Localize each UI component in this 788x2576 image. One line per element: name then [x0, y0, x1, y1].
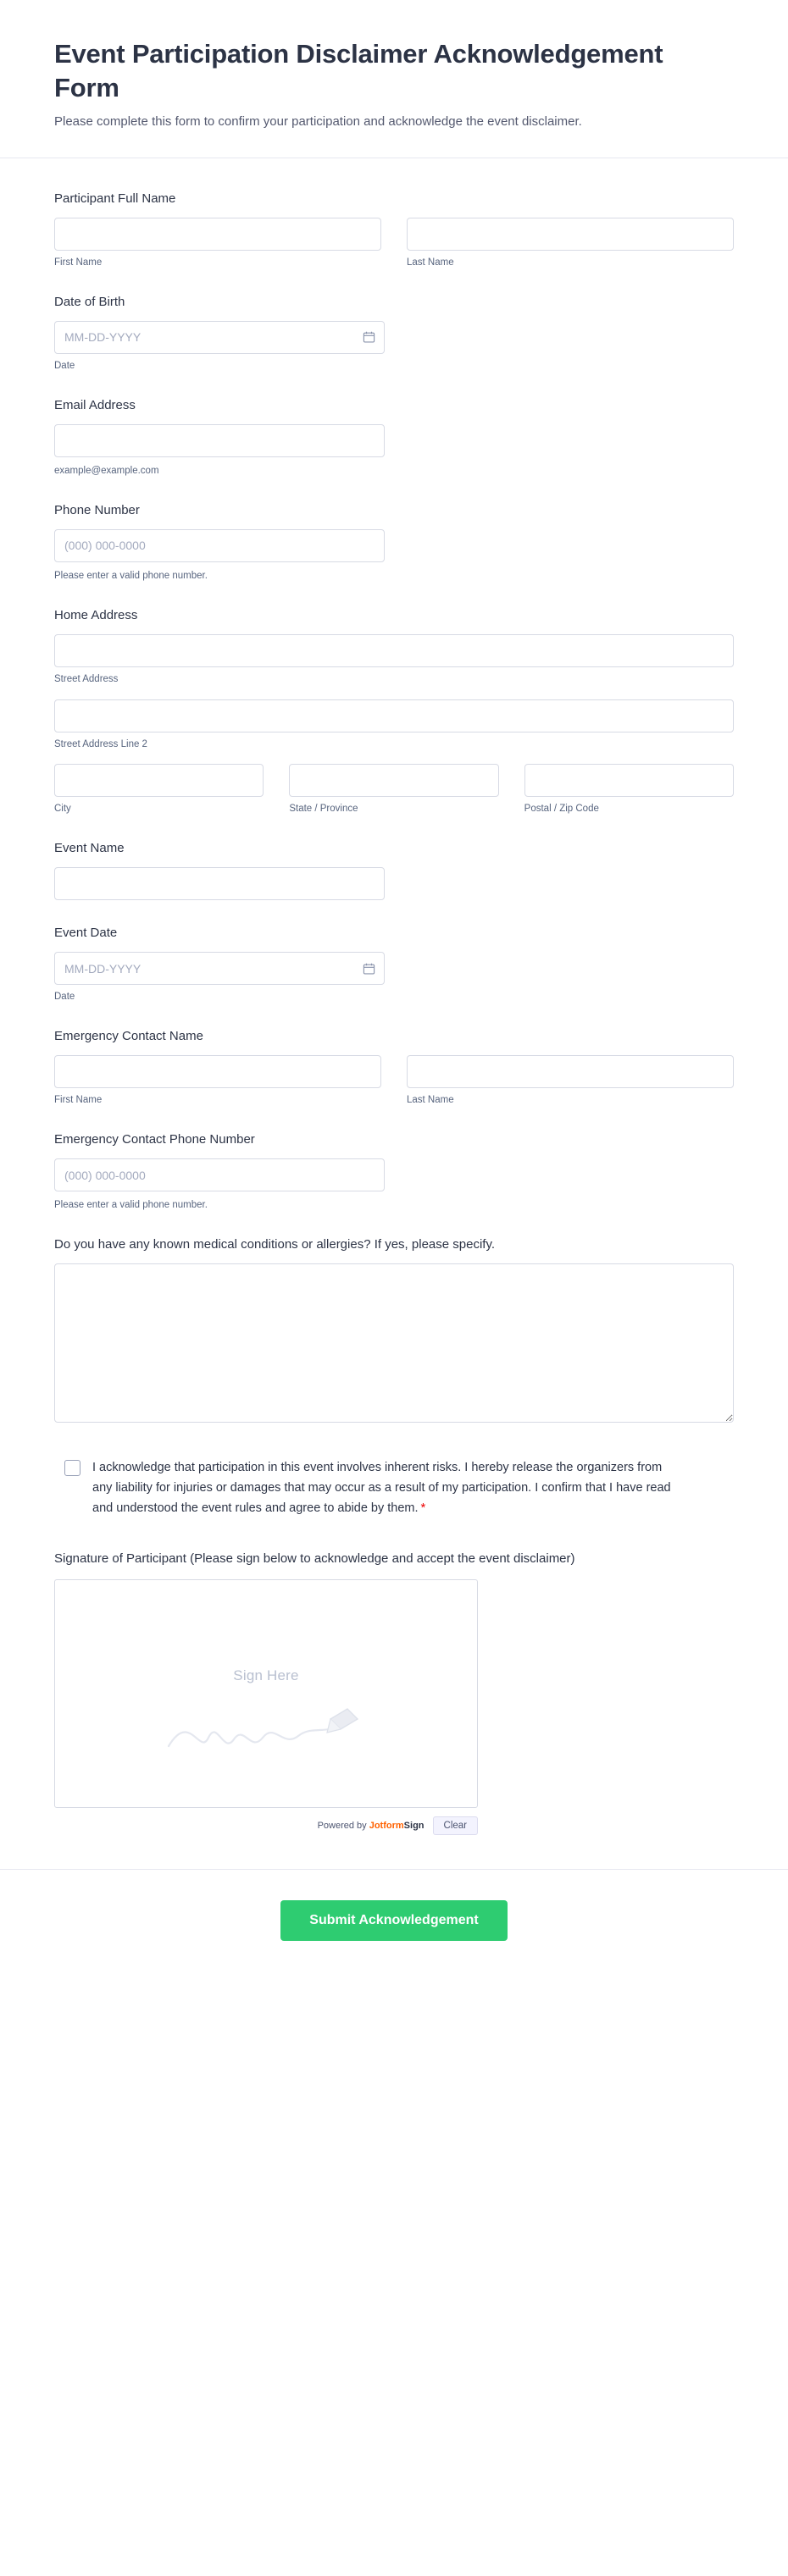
street-address-sublabel: Street Address: [54, 673, 119, 684]
street-address-line2-input[interactable]: [54, 699, 734, 732]
signature-placeholder: Sign Here: [233, 1667, 299, 1683]
email-input[interactable]: [54, 424, 385, 457]
date-of-birth-input[interactable]: [54, 321, 385, 354]
field-date-of-birth: [54, 284, 734, 382]
participant-last-name-input[interactable]: [407, 218, 734, 251]
city-sublabel: City: [54, 804, 71, 815]
emergency-phone-group: [54, 1158, 385, 1191]
street-address-line2-sublabel: Street Address Line 2: [54, 738, 147, 749]
required-asterisk: *: [420, 1501, 426, 1516]
date-of-birth-sublabel: Date: [54, 360, 75, 371]
powered-by-label: [318, 1821, 425, 1831]
field-email-address: [54, 387, 734, 487]
emergency-first-name-input[interactable]: [54, 1055, 381, 1088]
signature-pad[interactable]: [54, 1579, 478, 1808]
participant-first-name-group: [54, 218, 381, 269]
emergency-last-name-group: [407, 1055, 734, 1107]
postal-code-group: [524, 764, 734, 815]
page-title: Event Participation Disclaimer Acknowledgement Form: [54, 39, 663, 102]
field-emergency-contact-phone: [54, 1121, 734, 1221]
state-input[interactable]: [289, 764, 498, 797]
form-header: [0, 0, 788, 158]
jotform-sign-brand: Sign: [403, 1821, 425, 1832]
field-medical-conditions: [54, 1226, 734, 1436]
label-event-name: Event Name: [54, 841, 125, 856]
label-event-date: Event Date: [54, 926, 118, 941]
field-signature: [54, 1524, 734, 1836]
form-subtitle: Please complete this form to confirm your participation and acknowledge the event disclaimer.: [54, 114, 582, 130]
label-participant-full-name: Participant Full Name: [54, 191, 176, 206]
acknowledgement-row: [54, 1441, 734, 1523]
street-address-input[interactable]: [54, 634, 734, 667]
powered-by-prefix: Powered by: [317, 1821, 367, 1832]
field-phone-number: [54, 492, 734, 592]
field-event-date: [54, 915, 734, 1013]
field-event-name: [54, 830, 734, 909]
event-date-input[interactable]: [54, 952, 385, 985]
label-phone-number: Phone Number: [54, 502, 140, 517]
field-emergency-contact-name: [54, 1018, 734, 1116]
acknowledgement-text: I acknowledge that participation in this event involves inherent risks. I hereby release the organizers from any liability for injuries or damages that may occur as a result of my participation. I confirm that I have read and understood the event rules and agree to abide by them.: [92, 1461, 671, 1516]
field-home-address: [54, 597, 734, 826]
street-address-line2-group: [54, 699, 734, 751]
participant-last-name-sublabel: Last Name: [407, 257, 454, 268]
acknowledgement-text-wrap: [92, 1458, 677, 1518]
signature-squiggle-icon: [156, 1694, 376, 1770]
event-name-input[interactable]: [54, 867, 385, 900]
event-name-group: [54, 867, 385, 900]
event-date-sublabel: Date: [54, 992, 75, 1003]
event-date-group: [54, 952, 385, 985]
postal-code-input[interactable]: [524, 764, 734, 797]
date-of-birth-group: [54, 321, 385, 354]
postal-code-sublabel: Postal / Zip Code: [524, 804, 599, 815]
city-group: [54, 764, 264, 815]
city-input[interactable]: [54, 764, 264, 797]
emergency-first-name-sublabel: First Name: [54, 1095, 103, 1106]
emergency-phone-hint: Please enter a valid phone number.: [54, 1200, 208, 1211]
street-address-group: [54, 634, 734, 686]
jotform-brand: Jotform: [369, 1821, 404, 1832]
submit-button[interactable]: Submit Acknowledgement: [280, 1900, 507, 1941]
field-participant-full-name: [54, 180, 734, 279]
participant-first-name-sublabel: First Name: [54, 257, 103, 268]
emergency-first-name-group: [54, 1055, 381, 1107]
participant-last-name-group: [407, 218, 734, 269]
phone-group: [54, 529, 385, 562]
emergency-last-name-input[interactable]: [407, 1055, 734, 1088]
phone-input[interactable]: [54, 529, 385, 562]
label-medical-conditions: Do you have any known medical conditions or allergies? If yes, please specify.: [54, 1237, 495, 1252]
email-group: [54, 424, 385, 457]
acknowledgement-checkbox[interactable]: [64, 1460, 80, 1476]
emergency-phone-input[interactable]: [54, 1158, 385, 1191]
label-home-address: Home Address: [54, 607, 138, 622]
state-sublabel: State / Province: [289, 804, 358, 815]
label-date-of-birth: Date of Birth: [54, 294, 125, 309]
participant-first-name-input[interactable]: [54, 218, 381, 251]
phone-hint: Please enter a valid phone number.: [54, 570, 208, 581]
form-footer: [0, 1869, 788, 1983]
label-emergency-contact-name: Emergency Contact Name: [54, 1029, 203, 1044]
emergency-last-name-sublabel: Last Name: [407, 1095, 454, 1106]
email-hint: example@example.com: [54, 465, 159, 476]
label-emergency-contact-phone: Emergency Contact Phone Number: [54, 1132, 255, 1147]
clear-signature-button[interactable]: Clear: [433, 1816, 478, 1835]
label-email-address: Email Address: [54, 397, 136, 412]
medical-conditions-textarea[interactable]: [54, 1263, 734, 1423]
state-group: [289, 764, 498, 815]
signature-footer: [54, 1808, 478, 1835]
label-signature: Signature of Participant (Please sign below to acknowledge and accept the event disclaimer): [54, 1551, 575, 1566]
form-body: [0, 158, 788, 1836]
